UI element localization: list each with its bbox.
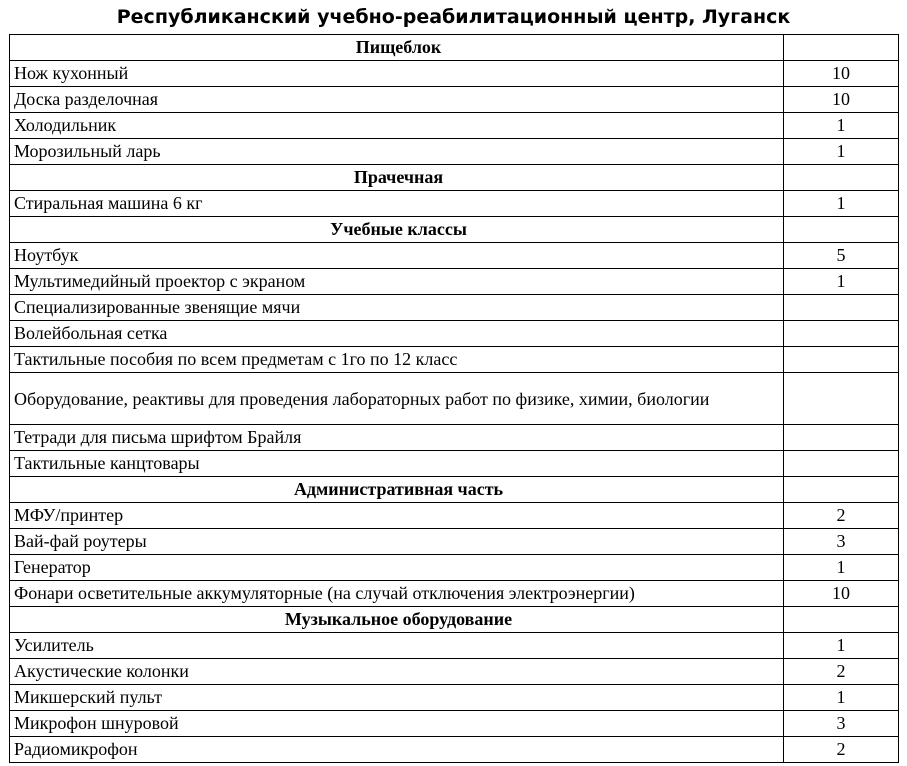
- quantity-cell: [784, 295, 899, 321]
- table-row: [10, 633, 899, 659]
- table-row: [10, 529, 899, 555]
- section-title-cell: Пищеблок: [10, 35, 784, 61]
- sheet-title: Республиканский учебно-реабилитационный центр, Луганск: [116, 6, 791, 28]
- item-name-cell: Усилитель: [10, 633, 784, 659]
- table-row: [10, 581, 899, 607]
- item-name-cell: Тактильные канцтовары: [10, 451, 784, 477]
- table-row: [10, 373, 899, 425]
- table-row: [10, 737, 899, 763]
- quantity-cell: 10: [784, 581, 899, 607]
- item-name-cell: Микрофон шнуровой: [10, 711, 784, 737]
- quantity-cell: 10: [784, 61, 899, 87]
- quantity-cell: [784, 165, 899, 191]
- table-row: [10, 503, 899, 529]
- quantity-cell: 2: [784, 659, 899, 685]
- table-row: [10, 711, 899, 737]
- quantity-cell: [784, 607, 899, 633]
- item-name-cell: Вай-фай роутеры: [10, 529, 784, 555]
- item-name-cell: Холодильник: [10, 113, 784, 139]
- quantity-cell: [784, 347, 899, 373]
- item-name-cell: Морозильный ларь: [10, 139, 784, 165]
- quantity-cell: 5: [784, 243, 899, 269]
- table-row: [10, 61, 899, 87]
- section-header-row: [10, 165, 899, 191]
- quantity-cell: [784, 373, 899, 425]
- quantity-cell: 3: [784, 529, 899, 555]
- item-name-cell: Акустические колонки: [10, 659, 784, 685]
- quantity-cell: 1: [784, 139, 899, 165]
- quantity-cell: 1: [784, 113, 899, 139]
- table-row: [10, 139, 899, 165]
- quantity-cell: [784, 217, 899, 243]
- item-name-cell: Оборудование, реактивы для проведения лабораторных работ по физике, химии, биологии: [10, 373, 784, 425]
- table-row: [10, 113, 899, 139]
- quantity-cell: [784, 425, 899, 451]
- table-row: [10, 269, 899, 295]
- table-row: [10, 191, 899, 217]
- item-name-cell: МФУ/принтер: [10, 503, 784, 529]
- quantity-cell: 1: [784, 555, 899, 581]
- quantity-cell: [784, 451, 899, 477]
- item-name-cell: Радиомикрофон: [10, 737, 784, 763]
- section-header-row: [10, 35, 899, 61]
- section-title-cell: Административная часть: [10, 477, 784, 503]
- item-name-cell: Доска разделочная: [10, 87, 784, 113]
- item-name-cell: Тетради для письма шрифтом Брайля: [10, 425, 784, 451]
- quantity-cell: 10: [784, 87, 899, 113]
- quantity-cell: 3: [784, 711, 899, 737]
- table-row: [10, 243, 899, 269]
- item-name-cell: Нож кухонный: [10, 61, 784, 87]
- table-row: [10, 347, 899, 373]
- item-name-cell: Микшерский пульт: [10, 685, 784, 711]
- section-title-cell: Учебные классы: [10, 217, 784, 243]
- section-header-row: [10, 607, 899, 633]
- quantity-cell: [784, 477, 899, 503]
- item-name-cell: Ноутбук: [10, 243, 784, 269]
- table-row: [10, 425, 899, 451]
- section-header-row: [10, 477, 899, 503]
- item-name-cell: Тактильные пособия по всем предметам с 1го по 12 класс: [10, 347, 784, 373]
- item-name-cell: Мультимедийный проектор с экраном: [10, 269, 784, 295]
- table-row: [10, 659, 899, 685]
- section-header-row: [10, 217, 899, 243]
- quantity-cell: 1: [784, 633, 899, 659]
- equipment-table: [9, 34, 899, 763]
- quantity-cell: [784, 35, 899, 61]
- table-row: [10, 321, 899, 347]
- table-row: [10, 87, 899, 113]
- quantity-cell: 1: [784, 191, 899, 217]
- item-name-cell: Специализированные звенящие мячи: [10, 295, 784, 321]
- table-row: [10, 555, 899, 581]
- item-name-cell: Волейбольная сетка: [10, 321, 784, 347]
- table-row: [10, 685, 899, 711]
- table-row: [10, 295, 899, 321]
- quantity-cell: [784, 321, 899, 347]
- quantity-cell: 1: [784, 685, 899, 711]
- section-title-cell: Прачечная: [10, 165, 784, 191]
- section-title-cell: Музыкальное оборудование: [10, 607, 784, 633]
- table-body: [10, 35, 899, 763]
- item-name-cell: Генератор: [10, 555, 784, 581]
- quantity-cell: 2: [784, 503, 899, 529]
- table-row: [10, 451, 899, 477]
- item-name-cell: Стиральная машина 6 кг: [10, 191, 784, 217]
- item-name-cell: Фонари осветительные аккумуляторные (на случай отключения электроэнергии): [10, 581, 784, 607]
- quantity-cell: 1: [784, 269, 899, 295]
- quantity-cell: 2: [784, 737, 899, 763]
